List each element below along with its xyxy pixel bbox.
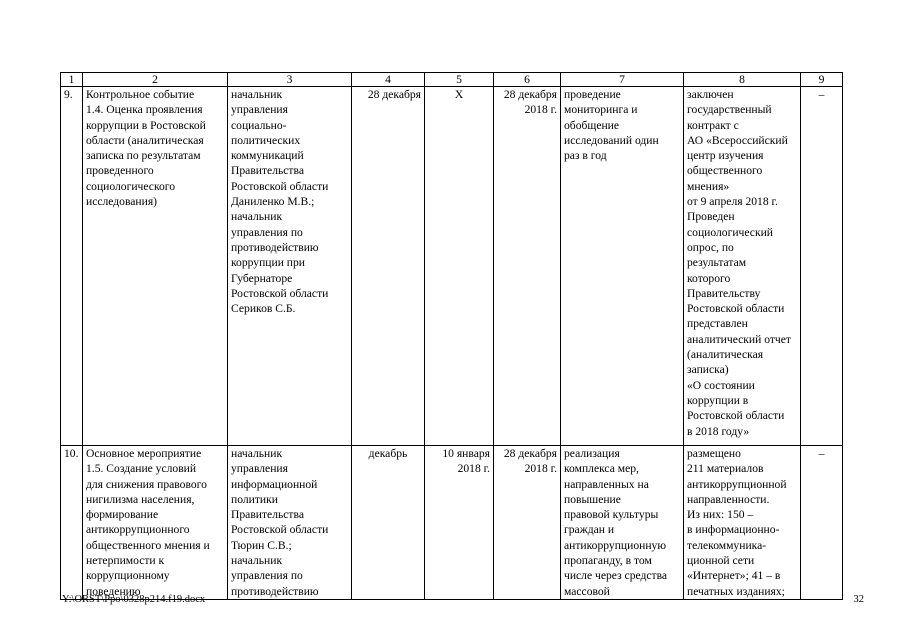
- table-row: [61, 87, 843, 446]
- end-date-cell: 28 декабря 2018 г.: [494, 87, 561, 446]
- responsible-cell: начальник управления информационной политики Правительства Ростовской области Тюрин С.В.; начальник управления по противодействию: [228, 446, 352, 600]
- header-cell: 4: [352, 73, 425, 87]
- header-cell: 1: [61, 73, 83, 87]
- row-number: 9.: [61, 87, 83, 446]
- table-row: [61, 446, 843, 600]
- planned-date-cell: декабрь: [352, 446, 425, 600]
- header-cell: 5: [425, 73, 494, 87]
- notes-cell: –: [801, 446, 843, 600]
- event-cell: Контрольное событие 1.4. Оценка проявления коррупции в Ростовской области (аналитическая записка по результатам проведенного социологического исследования): [83, 87, 228, 446]
- planned-date-cell: 28 декабря: [352, 87, 425, 446]
- event-cell: Основное мероприятие 1.5. Создание условий для снижения правового нигилизма населения, формирование антикоррупционного общественного мнения и нетерпимости к коррупционному поведению: [83, 446, 228, 600]
- header-cell: 3: [228, 73, 352, 87]
- header-cell: 2: [83, 73, 228, 87]
- actual-result-cell: размещено 211 материалов антикоррупционной направленности. Из них: 150 – в информационно- телекоммуника- ционной сети «Интернет»; 41 – в печатных изданиях;: [684, 446, 801, 600]
- page-number: 32: [853, 594, 864, 605]
- header-cell: 9: [801, 73, 843, 87]
- report-table: [60, 72, 843, 600]
- table-header-row: [61, 73, 843, 87]
- responsible-cell: начальник управления социально- политических коммуникаций Правительства Ростовской области Даниленко М.В.; начальник управления по противодействию коррупции при Губернаторе Ростовской области Сериков С.Б.: [228, 87, 352, 446]
- notes-cell: –: [801, 87, 843, 446]
- row-number: 10.: [61, 446, 83, 600]
- start-date-cell: 10 января 2018 г.: [425, 446, 494, 600]
- planned-result-cell: реализация комплекса мер, направленных на повышение правовой культуры граждан и антикоррупционную пропаганду, в том числе через средства массовой: [561, 446, 684, 600]
- end-date-cell: 28 декабря 2018 г.: [494, 446, 561, 600]
- actual-result-cell: заключен государственный контракт с АО «Всероссийский центр изучения общественного мнения» от 9 апреля 2018 г. Проведен социологический опрос, по результатам которого Правительству Ростовской области представлен аналитический отчет (аналитическая записка) «О состоянии коррупции в Ростовской области в 2018 году»: [684, 87, 801, 446]
- planned-result-cell: проведение мониторинга и обобщение исследований один раз в год: [561, 87, 684, 446]
- header-cell: 6: [494, 73, 561, 87]
- footer-file-path: Y:\ORST\Ppo\0328p214.f19.docx: [62, 594, 206, 605]
- header-cell: 7: [561, 73, 684, 87]
- header-cell: 8: [684, 73, 801, 87]
- start-date-cell: Х: [425, 87, 494, 446]
